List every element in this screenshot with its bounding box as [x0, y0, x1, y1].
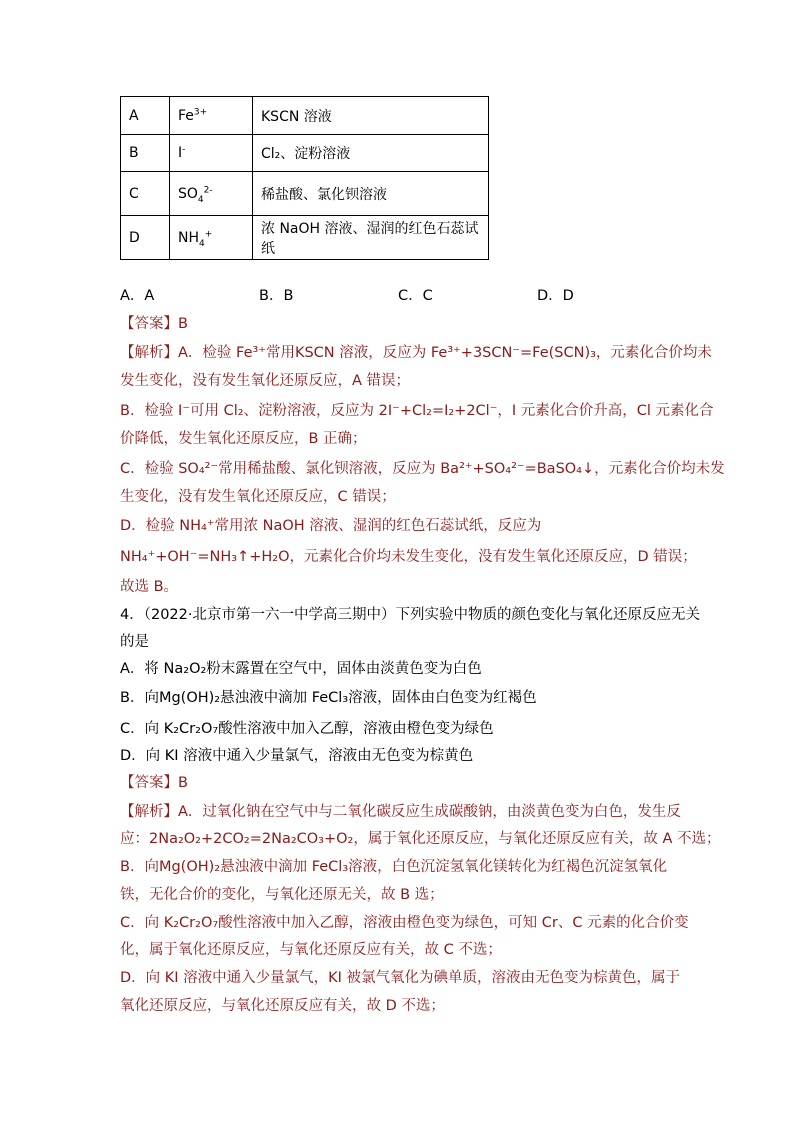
- q4-analysis-line: 应：2Na₂O₂+2CO₂=2Na₂CO₃+O₂，属于氧化还原反应，与氧化还原反应有关，故 A 不选；: [120, 831, 721, 847]
- q4-analysis-line: 【解析】A．过氧化钠在空气中与二氧化碳反应生成碳酸钠，由淡黄色变为白色，发生反: [120, 804, 681, 820]
- row-label: D: [121, 216, 170, 260]
- ion-cell: I-: [170, 135, 253, 172]
- q4-option-c: C．向 K₂Cr₂O₇酸性溶液中加入乙醇，溶液由橙色变为绿色: [120, 721, 494, 737]
- q4-analysis-line: 铁，无化合价的变化，与氧化还原无关，故 B 选；: [120, 887, 444, 903]
- q3-analysis-line: D．检验 NH₄⁺常用浓 NaOH 溶液、湿润的红色石蕊试纸，反应为: [120, 518, 542, 534]
- choice-d: D．D: [537, 288, 574, 304]
- row-label: C: [121, 172, 170, 216]
- q4-analysis-line: 化，属于氧化还原反应，与氧化还原反应有关，故 C 不选；: [120, 942, 502, 958]
- table-row: [121, 135, 489, 172]
- q4-option-d: D．向 KI 溶液中通入少量氯气，溶液由无色变为棕黄色: [120, 748, 474, 764]
- q3-analysis-line: 生变化，没有发生氧化还原反应，C 错误；: [120, 489, 396, 505]
- reagent-cell: 稀盐酸、氯化钡溶液: [253, 172, 489, 216]
- q3-analysis-line: 发生变化，没有发生氧化还原反应，A 错误；: [120, 373, 411, 389]
- q4-option-a: A．将 Na₂O₂粉末露置在空气中，固体由淡黄色变为白色: [120, 661, 482, 677]
- choice-b: B．B: [259, 288, 294, 304]
- reagent-cell: KSCN 溶液: [253, 97, 489, 135]
- q4-analysis-line: D．向 KI 溶液中通入少量氯气，KI 被氯气氧化为碘单质，溶液由无色变为棕黄色，属于: [120, 970, 681, 986]
- table-row: [121, 172, 489, 216]
- analysis-tag: 【解析】: [120, 345, 178, 361]
- reagent-cell: 浓 NaOH 溶液、湿润的红色石蕊试纸: [253, 216, 489, 260]
- ion-cell: $SO_4^{2-}$: [170, 172, 253, 216]
- row-label: B: [121, 135, 170, 172]
- q4-analysis-line: B．向Mg(OH)₂悬浊液中滴加 FeCl₃溶液，白色沉淀氢氧化镁转化为红褐色沉淀氢氧化: [120, 859, 668, 875]
- table-row: [121, 216, 489, 260]
- q3-analysis-line: 价降低，发生氧化还原反应，B 正确；: [120, 431, 367, 447]
- reagent-cell: Cl₂、淀粉溶液: [253, 135, 489, 172]
- choice-c: C．C: [398, 288, 433, 304]
- ion-cell: $Fe^{3+}$: [170, 97, 253, 135]
- q3-answer: 【答案】B: [120, 316, 188, 332]
- q3-analysis-line: NH₄⁺+OH⁻=NH₃↑+H₂O，元素化合价均未发生变化，没有发生氧化还原反应，D 错误；: [120, 549, 697, 565]
- ion-test-table: [120, 96, 489, 260]
- q3-analysis-line: C．检验 SO₄²⁻常用稀盐酸、氯化钡溶液，反应为 Ba²⁺+SO₄²⁻=BaSO₄↓，元素化合价均未发: [120, 461, 725, 477]
- q3-analysis-line: 【解析】A．检验 Fe³⁺常用KSCN 溶液，反应为 Fe³⁺+3SCN⁻=Fe(SCN)₃，元素化合价均未: [120, 345, 712, 361]
- q4-stem: 4．（2022·北京市第一六一中学高三期中）下列实验中物质的颜色变化与氧化还原反应无关: [120, 607, 700, 623]
- q3-choices: [120, 286, 574, 306]
- q4-stem: 的是: [120, 634, 149, 650]
- table-row: [121, 97, 489, 135]
- ion-cell: $NH_4^+$: [170, 216, 253, 260]
- choice-a: A．A: [120, 288, 155, 304]
- row-label: A: [121, 97, 170, 135]
- q4-answer: 【答案】B: [120, 775, 188, 791]
- q4-analysis-line: 氧化还原反应，与氧化还原反应有关，故 D 不选；: [120, 998, 445, 1014]
- q3-analysis-line: B．检验 I⁻可用 Cl₂、淀粉溶液，反应为 2I⁻+Cl₂=I₂+2Cl⁻，I 元素化合价升高，Cl 元素化合: [120, 403, 714, 419]
- q4-option-b: B．向Mg(OH)₂悬浊液中滴加 FeCl₃溶液，固体由白色变为红褐色: [120, 690, 537, 706]
- analysis-tag: 【解析】: [120, 804, 178, 820]
- q3-analysis-line: 故选 B。: [120, 579, 179, 595]
- q4-analysis-line: C．向 K₂Cr₂O₇酸性溶液中加入乙醇，溶液由橙色变为绿色，可知 Cr、C 元素的化合价变: [120, 915, 689, 931]
